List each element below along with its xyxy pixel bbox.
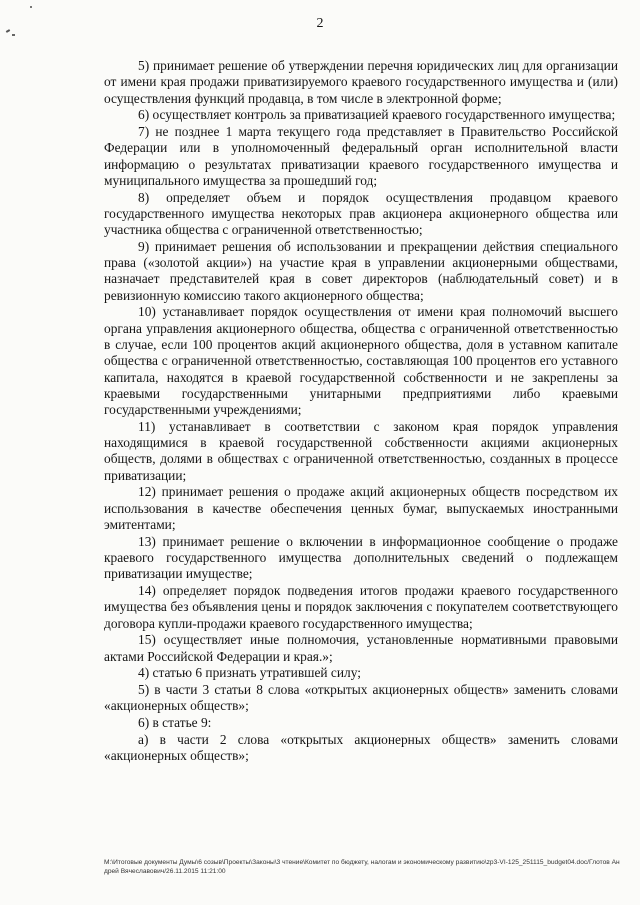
page-number: 2 [316,16,324,31]
paragraph-item-13: 13) принимает решение о включении в информационное сообщение о продаже краевого государственного имущества дополнительных сведений о подлежащем приватизации имуществе; [104,533,618,582]
amendment-item-4: 4) статью 6 признать утратившей силу; [138,665,361,681]
paragraph-item-12: 12) принимает решения о продаже акций акционерных обществ посредством их использования в качестве обеспечения ценных бумаг, выпускаемых иностранными эмитентами; [104,484,618,533]
amendment-item-5: 5) в части 3 статьи 8 слова «открытых акционерных обществ» заменить словами «акционерных обществ»; [104,681,618,714]
paragraph-item-5: 5) принимает решение об утверждении перечня юридических лиц для организации от имени края продажи приватизируемого краевого государственного имущества и (или) осуществления функций продавца, в том числе в электронной форме; [104,58,618,106]
paragraph-item-9: 9) принимает решения об использовании и прекращении действия специального права («золотой акции») на участие края в управлении акционерными обществами, назначает представителей края в совет директоров (наблюдательный совет) и в ревизионную комиссию такого акционерного общества; [104,238,618,303]
paragraph-item-15: 15) осуществляет иные полномочия, установленные нормативными правовыми актами Российской Федерации и края.»; [104,632,618,664]
paragraph-item-6: 6) осуществляет контроль за приватизацией краевого государственного имущества; [138,107,616,123]
scan-artifact [12,34,15,36]
paragraph-item-11: 11) устанавливает в соответствии с законом края порядок управления находящимися в краевой государственной собственности акциями акционерных обществ, долями в обществах с ограниченной ответственностью, созданных в процессе приватизации; [104,418,618,483]
document-body [104,58,618,765]
amendment-subitem-a: а) в части 2 слова «открытых акционерных обществ» заменить словами «акционерных обществ»; [104,731,618,763]
paragraph-item-10: 10) устанавливает порядок осуществления от имени края полномочий высшего органа управления акционерного общества, общества с ограниченной ответственностью в случае, если 100 процентов акций акционерного общества, доля в уставном капитале общества с ограниченной ответственностью, составляющая 100 процентов его уставного капитала, находятся в краевой государственной собственности и не закреплены за краевыми государственными унитарными предприятиями либо краевыми государственными учреждениями; [104,304,618,418]
paragraph-item-8: 8) определяет объем и порядок осуществления продавцом краевого государственного имущества некоторых прав акционера акционерного общества или участника общества с ограниченной ответственностью; [104,189,618,238]
amendment-item-6: 6) в статье 9: [138,714,212,730]
scan-artifact [30,6,32,8]
paragraph-item-7: 7) не позднее 1 марта текущего года представляет в Правительство Российской Федерации или в уполномоченный федеральный орган исполнительной власти информацию о результатах приватизации краевого государственного имущества и муниципального имущества за прошедший год; [104,123,618,188]
file-path-footer: М:\Итоговые документы Думы\6 созыв\Проекты\Законы\3 чтение\Комитет по бюджету, налогам и экономическому развитию\zp3-VI-125_251115_budget04.doc/Глотов Андрей Вячеславович/26.11.2015 11:21:00 [104,859,620,875]
paragraph-item-14: 14) определяет порядок подведения итогов продажи краевого государственного имущества без объявления цены и порядок заключения с покупателем соответствующего договора купли-продажи краевого государственного имущества; [104,583,618,631]
